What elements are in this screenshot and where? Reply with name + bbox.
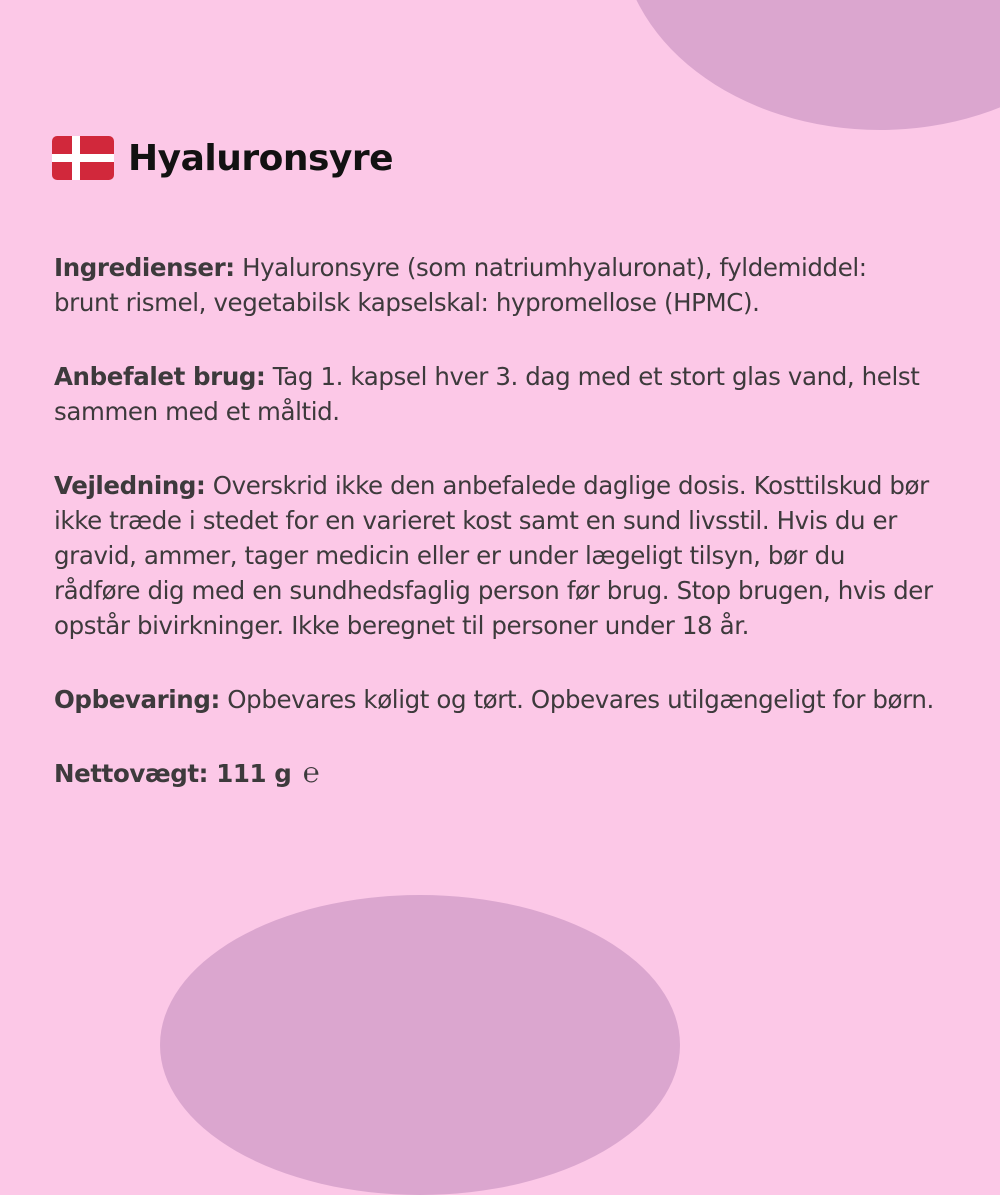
guidance-text: Overskrid ikke den anbefalede daglige dosis. Kosttilskud bør ikke træde i stedet for en varieret kost samt en sund livsstil. Hvis du er gravid, ammer, tager medicin eller er under lægeligt tilsyn, bør du rådføre dig med en sundhedsfaglig person før brug. Stop brugen, hvis der opstår bivirkninger. Ikke beregnet til personer under 18 år. (54, 471, 933, 640)
ingredients-section (54, 250, 934, 320)
usage-section (54, 359, 934, 429)
estimated-sign-icon: ℮ (302, 756, 320, 789)
ingredients-label: Ingredienser: (54, 253, 235, 282)
usage-text: Tag 1. kapsel hver 3. dag med et stort glas vand, helst sammen med et måltid. (54, 362, 920, 426)
product-header (52, 136, 393, 180)
guidance-label: Vejledning: (54, 471, 206, 500)
net-weight-section (54, 756, 934, 791)
guidance-section (54, 468, 934, 643)
product-title: Hyaluronsyre (128, 137, 394, 179)
decorative-circle-bottom (160, 895, 680, 1195)
storage-text: Opbevares køligt og tørt. Opbevares utilgængeligt for børn. (227, 685, 934, 714)
usage-label: Anbefalet brug: (54, 362, 266, 391)
decorative-circle-top (620, 0, 1000, 130)
storage-section (54, 682, 934, 717)
product-info (54, 250, 934, 830)
ingredients-text: Hyaluronsyre (som natriumhyaluronat), fyldemiddel: brunt rismel, vegetabilsk kapselskal: hypromellose (HPMC). (54, 253, 867, 317)
storage-label: Opbevaring: (54, 685, 220, 714)
net-weight-label: Nettovægt: 111 g (54, 759, 292, 788)
denmark-flag-icon (52, 136, 114, 180)
